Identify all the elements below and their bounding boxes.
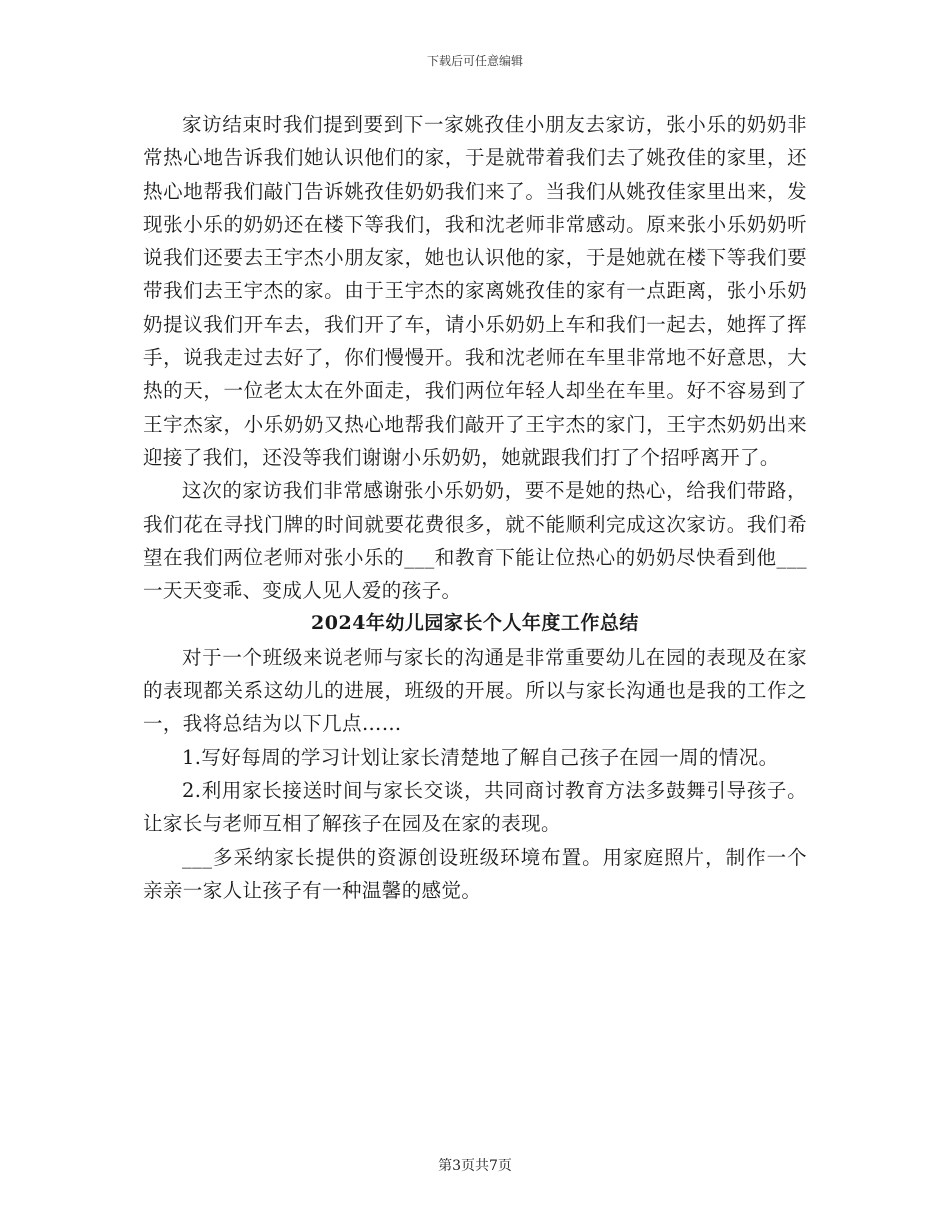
page-header: 下载后可任意编辑 [426,54,523,68]
paragraph-intro: 对于一个班级来说老师与家长的沟通是非常重要幼儿在园的表现及在家的表现都关系这幼儿的进展，班级的开展。所以与家长沟通也是我的工作之一，我将总结为以下几点…… [143,645,807,736]
paragraph-point-2: 2.利用家长接送时间与家长交谈，共同商讨教育方法多鼓舞引导孩子。让家长与老师互相了解孩子在园及在家的表现。 [143,778,807,836]
section-title: 2024年幼儿园家长个人年度工作总结 [311,612,639,635]
document-body [143,108,807,907]
paragraph-point-3: ___多采纳家长提供的资源创设班级环境布置。用家庭照片，制作一个亲亲一家人让孩子有一种温馨的感觉。 [143,845,807,902]
paragraph-home-visit: 家访结束时我们提到要到下一家姚孜佳小朋友去家访，张小乐的奶奶非常热心地告诉我们她认识他们的家，于是就带着我们去了姚孜佳的家里，还热心地帮我们敲门告诉姚孜佳奶奶我们来了。当我们从姚孜佳家里出来，发现张小乐的奶奶还在楼下等我们，我和沈老师非常感动。原来张小乐奶奶听说我们还要去王宇杰小朋友家，她也认识他的家，于是她就在楼下等我们要带我们去王宇杰的家。由于王宇杰的家离姚孜佳的家有一点距离，张小乐奶奶提议我们开车去，我们开了车，请小乐奶奶上车和我们一起去，她挥了挥手，说我走过去好了，你们慢慢开。我和沈老师在车里非常地不好意思，大热的天，一位老太太在外面走，我们两位年轻人却坐在车里。好不容易到了王宇杰家，小乐奶奶又热心地帮我们敲开了王宇杰的家门，王宇杰奶奶出来迎接了我们，还没等我们谢谢小乐奶奶，她就跟我们打了个招呼离开了。 [143,113,807,469]
page-number: 第3页共7页 [438,1158,512,1174]
paragraph-thanks: 这次的家访我们非常感谢张小乐奶奶，要不是她的热心，给我们带路，我们花在寻找门牌的时间就要花费很多，就不能顺利完成这次家访。我们希望在我们两位老师对张小乐的___和教育下能让位热心的奶奶尽快看到他___一天天变乖、变成人见人爱的孩子。 [143,479,807,603]
paragraph-point-1: 1.写好每周的学习计划让家长清楚地了解自己孩子在园一周的情况。 [182,745,779,769]
